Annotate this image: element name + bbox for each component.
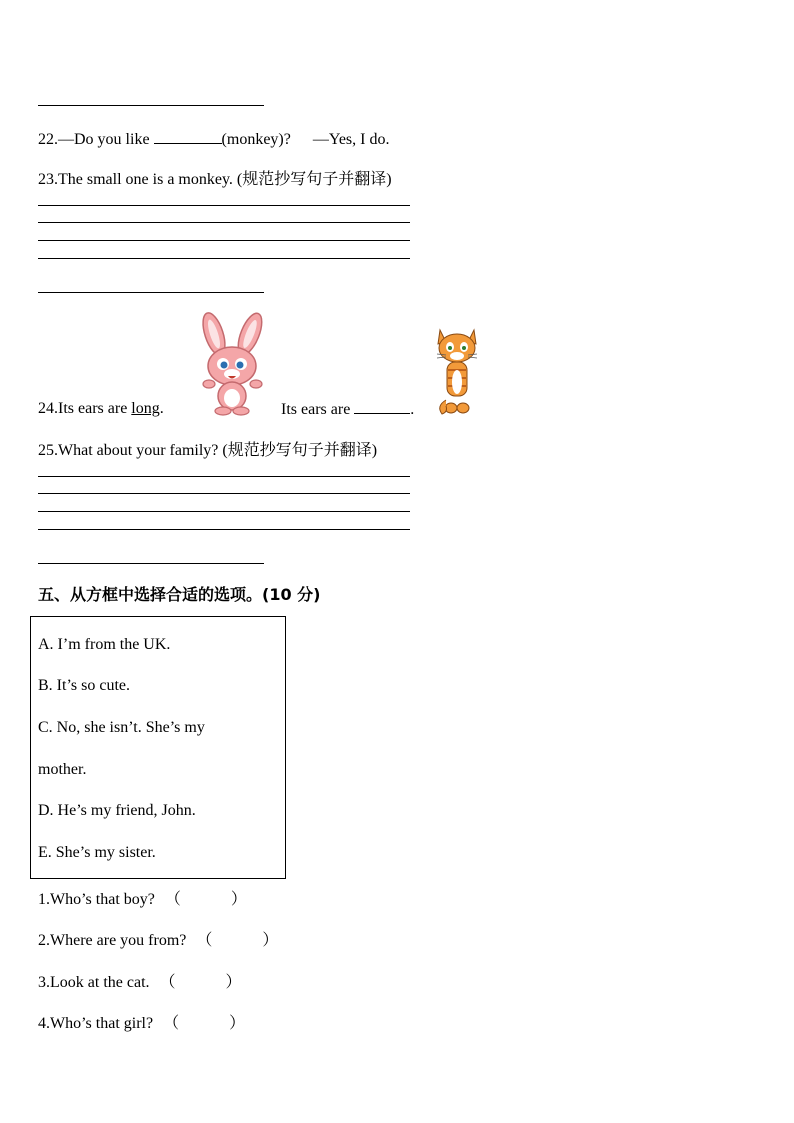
answer-paren-open: （ [164,891,181,908]
writing-line [38,476,410,477]
match-question-text: 3.Look at the cat. [38,974,150,991]
option-d: D. He’s my friend, John. [38,802,196,819]
option-c: C. No, she isn’t. She’s my [38,719,205,736]
question-23: 23.The small one is a monkey. (规范抄写句子并翻译) [38,171,392,188]
q22-blank[interactable] [154,129,222,144]
writing-line [38,240,410,241]
q22-answer: —Yes, I do. [312,131,390,148]
q24-end: . [410,401,415,418]
option-e: E. She’s my sister. [38,844,156,861]
answer-paren-open: （ [159,974,176,991]
answer-paren-open: （ [163,1015,180,1032]
q22-prefix: 22.—Do you like [38,131,154,148]
q24-dot: . [159,400,164,417]
cat-illustration [434,326,480,416]
question-24 [38,399,164,419]
q24-blank[interactable] [354,399,410,414]
writing-line [38,529,410,530]
option-b: B. It’s so cute. [38,677,130,694]
option-c-continued: mother. [38,761,87,778]
q24-part2-text: Its ears are [281,401,355,418]
answer-paren-close: ） [229,1015,246,1032]
match-question-2 [38,931,278,951]
match-question-3 [38,973,242,993]
answer-line [38,105,264,106]
option-a: A. I’m from the UK. [38,636,171,653]
match-question-text: 1.Who’s that boy? [38,891,155,908]
translation-line [38,292,264,293]
writing-line [38,493,410,494]
answer-paren-open: （ [196,932,213,949]
answer-paren-close: ） [225,974,242,991]
match-question-4 [38,1014,245,1034]
match-question-text: 4.Who’s that girl? [38,1015,154,1032]
answer-paren-close: ） [230,891,247,908]
writing-line [38,511,410,512]
question-24-part2 [281,399,414,420]
writing-line [38,205,410,206]
question-25: 25.What about your family? (规范抄写句子并翻译) [38,442,378,459]
section-heading: 五、从方框中选择合适的选项。(10 分) [38,585,321,604]
q24-underlined-word: long [131,400,160,417]
match-question-text: 2.Where are you from? [38,932,187,949]
writing-line [38,222,410,223]
writing-line [38,258,410,259]
options-box [30,616,286,879]
question-22 [38,129,389,150]
answer-paren-close: ） [262,932,279,949]
q22-suffix: (monkey)? [221,131,291,148]
q24-prefix: 24.Its ears are [38,400,132,417]
rabbit-illustration [190,312,276,416]
match-question-1 [38,890,247,910]
translation-line [38,563,264,564]
